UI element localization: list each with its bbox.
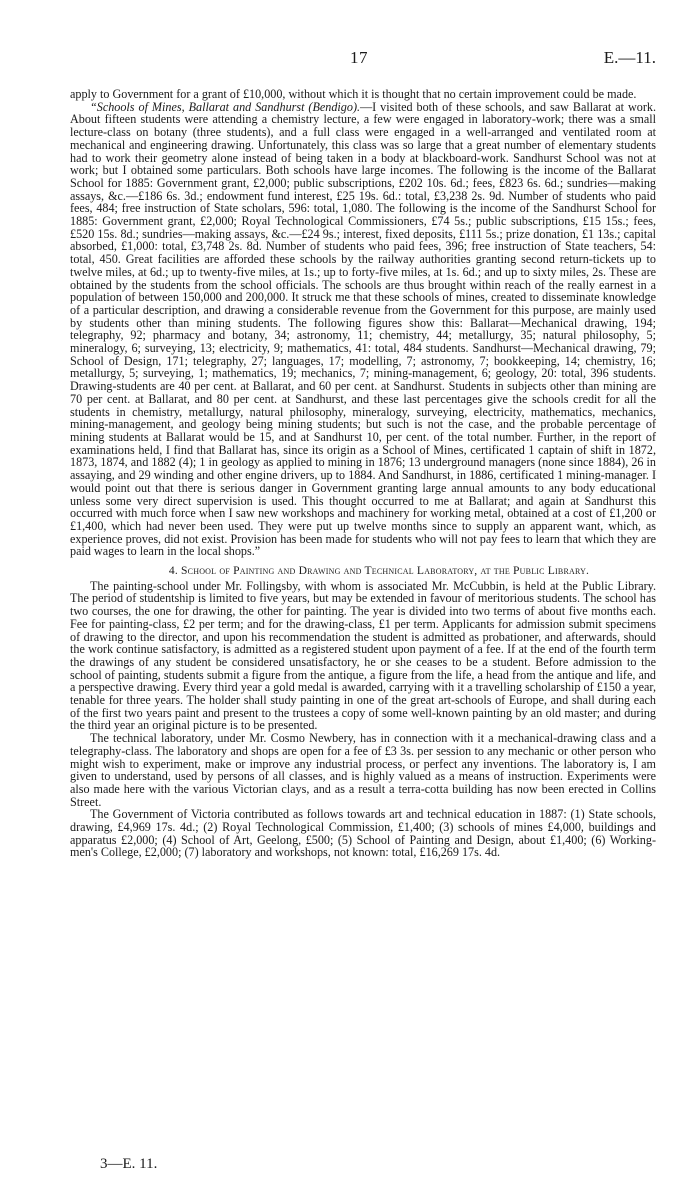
- schools-of-mines-text: —I visited both of these schools, and saw Ballarat at work. About fifteen students were attending a chemistry lecture, a few were engaged in laboratory-work; there was a small lecture-class on botany (three students), and a full class were engaged in a well-arranged and ventilated room at mechanical and engineering drawing. Unfortunately, this class was so large that a great number of elementary students had to work their geometry alone instead of being taken in a body at blackboard-work. Sandhurst School was not at work; but I obtained some particulars. Both schools have large incomes. The following is the income of the Ballarat School for 1885: Government grant, £2,000; public subscriptions, £202 10s. 6d.; fees, £823 6s. 6d.; sundries—making assays, &c.—£186 6s. 3d.; endowment fund interest, £25 19s. 6d.: total, £3,238 2s. 9d. Number of students who paid fees, 484; free instruction of State scholars, 596: total, 1,080. The following is the income of the Sandhurst School for 1885: Government grant, £2,000; Royal Technological Commissioners, £74 5s.; public subscriptions, £15 15s.; fees, £520 15s. 8d.; sundries—making assays, &c.—£24 9s.; interest, fixed deposits, £111 5s.; prize donation, £1 13s.; capital absorbed, £1,000: total, £3,748 2s. 8d. Number of students who paid fees, 396; free instruction of State teachers, 54: total, 450. Great facilities are afforded these schools by the railway authorities granting second return-tickets up to twelve miles, at 6d.; up to twenty-five miles, at 1s.; up to forty-five miles, at 1s. 6d.; and up to sixty miles, 2s. These are obtained by the students from the school officials. The schools are thus brought within reach of the really earnest in a population of between 150,000 and 200,000. It struck me that these schools of mines, created to disseminate knowledge of a particular description, and drawing a considerable revenue from the Government for this purpose, are mainly used by students other than mining students. The following figures show this: Ballarat—Mechanical drawing, 194; telegraphy, 92; pharmacy and botany, 34; astronomy, 11; chemistry, 44; metallurgy, 35; natural philosophy, 5; mineralogy, 6; surveying, 13; electricity, 9; mathematics, 41: total, 484 students. Sandhurst—Mechanical drawing, 79; School of Design, 171; telegraphy, 27; languages, 17; modelling, 7; astronomy, 7; bookkeeping, 14; chemistry, 16; metallurgy, 5; surveying, 1; mathematics, 19; mechanics, 7; mining-management, 6; geology, 20: total, 396 students. Drawing-students are 40 per cent. at Ballarat, and 60 per cent. at Sandhurst. Students in subjects other than mining are 70 per cent. at Ballarat, and 80 per cent. at Sandhurst, and these last percentages give the schools credit for all the students in chemistry, metallurgy, natural philosophy, mineralogy, surveying, electricity, mathematics, mechanics, mining-management, and geology being mining students; but such is not the case, and the probable percentage of mining students at Ballarat would be 15, and at Sandhurst 10, per cent. of the total number. Further, in the report of examinations held, I find that Ballarat has, since its origin as a School of Mines, certificated 1 captain of shift in 1872, 1873, 1874, and 1882 (4); 1 in geology as applied to mining in 1876; 13 underground managers (none since 1884), 26 in assaying, and 29 winding and other engine drivers, up to 1884. And Sandhurst, in 1886, certificated 1 mining-manager. I would point out that there is serious danger in Government granting large annual amounts to any body educational unless some very direct supervision is used. This thought occurred to me at Ballarat; and again at Sandhurst this occurred with much force when I saw new workshops and machinery for working metal, obtained at a cost of £1,200 or £1,400, which had never been used. They were put up twelve months since to supply an apparent want, which, as experience proves, did not exist. Provision has been made for students who will not pay fees to learn that which they are paid wages to learn in the local shops.”: [70, 99, 656, 559]
- section-heading: 4. School of Painting and Drawing and Technical Laboratory, at the Public Library.: [168, 564, 590, 578]
- page-number: 17: [350, 48, 368, 67]
- paragraph-schools-of-mines: [70, 101, 656, 558]
- paragraph-government-contributions: The Government of Victoria contributed as follows towards art and technical education in 1887: (1) State schools, drawing, £4,969 17s. 4d.; (2) Royal Technological Commission, £1,400; (3) schools of mines £4,000, buildings and apparatus £2,000; (4) School of Art, Geelong, £500; (5) School of Painting and Design, about £1,400; (6) Working-men's College, £2,000; (7) laboratory and workshops, not known: total, £16,269 17s. 4d.: [70, 807, 656, 860]
- paragraph-painting-school: The painting-school under Mr. Follingsby, with whom is associated Mr. McCubbin, is held at the Public Library. The period of studentship is limited to five years, but may be extended in favour of meritorious students. The school has two courses, the one for drawing, the other for painting. The year is divided into two terms of about five months each. Fee for painting-class, £2 per term; and for the drawing-class, £1 per term. Applicants for admission submit specimens of drawing to the director, and upon his recommendation the student is admitted as probationer, and afterwards, should the work continue satisfactory, is admitted as a registered student upon payment of a fee. If at the end of the fourth term the drawings of any student be considered unsatisfactory, he or she ceases to be a student. Before admission to the school of painting, students submit a figure from the antique, a figure from the life, a head from the antique and life, and a perspective drawing. Every third year a gold medal is awarded, carrying with it a travelling scholarship of £150 a year, tenable for three years. The holder shall study painting in one of the great art-schools of Europe, and shall during each of the first two years paint and present to the trustees a copy of some well-known painting by an old master; and during the third year an original picture is to be presented.: [70, 578, 656, 733]
- document-reference: E.—11.: [603, 48, 656, 67]
- schools-of-mines-title: “Schools of Mines, Ballarat and Sandhurst (Bendigo).: [90, 99, 361, 114]
- paragraph-continuation: apply to Government for a grant of £10,000, without which it is thought that no certain improvement could be made.: [70, 87, 637, 101]
- document-body: [70, 87, 656, 860]
- page-header: [70, 48, 656, 70]
- page-footer-signature: 3—E. 11.: [100, 1156, 158, 1172]
- paragraph-technical-laboratory: The technical laboratory, under Mr. Cosmo Newbery, has in connection with it a mechanical-drawing class and a telegraphy-class. The laboratory and shops are open for a fee of £3 3s. per session to any mechanic or other person who might wish to experiment, make or improve any industrial process, or perfect any inventions. The laboratory is, I am given to understand, used by persons of all classes, and is highly valued as a means of instruction. Experiments were also made here with the various Victorian clays, and as a result a terra-cotta building has now been erected in Collins Street.: [70, 731, 656, 809]
